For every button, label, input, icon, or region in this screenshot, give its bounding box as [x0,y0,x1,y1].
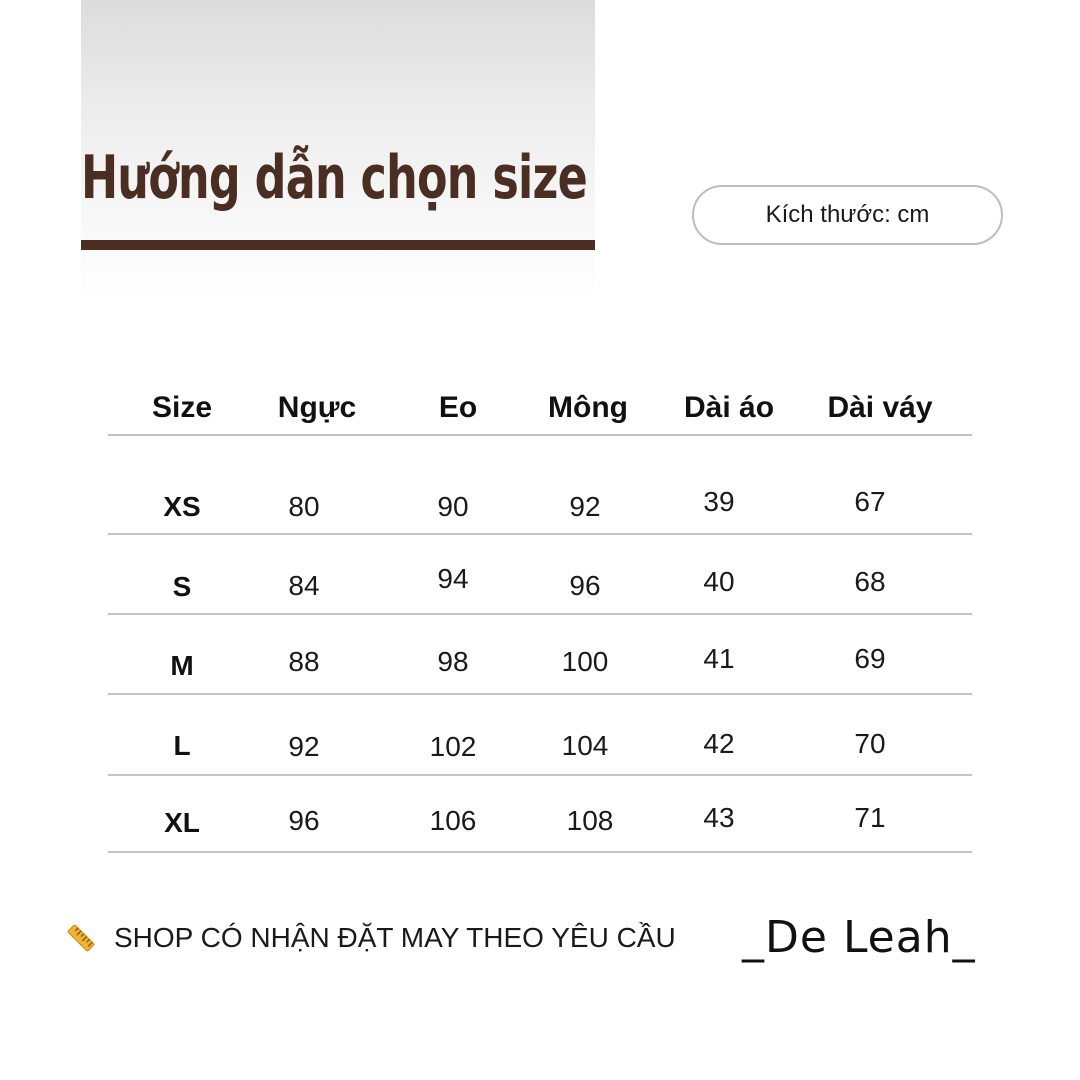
header-divider [108,434,972,436]
ruler-icon [66,923,96,953]
row-mong: 108 [566,805,614,836]
row-mong: 104 [561,730,609,761]
header-mong: Mông [548,391,628,424]
row-dai-vay: 69 [854,643,886,674]
brand-name: _De Leah_ [742,912,976,963]
row-dai-ao: 40 [703,566,735,597]
row-divider [108,613,972,615]
header-nguc: Ngực [277,391,357,424]
row-nguc: 80 [288,491,320,522]
row-eo: 98 [437,646,469,677]
header-dai-vay: Dài váy [827,391,933,424]
row-dai-ao: 41 [703,643,735,674]
page-title: Hướng dẫn chọn size [81,143,587,213]
row-nguc: 88 [288,646,320,677]
row-size: M [170,650,194,681]
custom-order-text: SHOP CÓ NHẬN ĐẶT MAY THEO YÊU CẦU [114,922,676,953]
row-dai-vay: 71 [854,802,886,833]
row-eo: 106 [429,805,477,836]
row-mong: 100 [561,646,609,677]
row-size: XS [163,491,201,522]
row-nguc: 84 [288,570,320,601]
row-eo: 90 [437,491,469,522]
custom-order-note [66,918,676,958]
row-dai-vay: 68 [854,566,886,597]
row-nguc: 96 [288,805,320,836]
header-dai-ao: Dài áo [683,391,775,424]
row-dai-ao: 42 [703,728,735,759]
row-dai-ao: 43 [703,802,735,833]
row-size: S [172,571,192,602]
table-bottom-divider [108,851,972,853]
row-eo: 94 [437,563,469,594]
row-size: XL [164,807,200,838]
row-eo: 102 [429,731,477,762]
unit-label: Kích thước: cm [765,201,930,228]
header-eo: Eo [438,391,478,424]
row-mong: 92 [569,491,601,522]
header-size: Size [151,391,213,424]
row-dai-vay: 67 [854,486,886,517]
row-divider [108,774,972,776]
unit-badge [692,185,1003,245]
row-divider [108,533,972,535]
row-size: L [173,730,191,761]
row-divider [108,693,972,695]
title-underline [81,240,595,250]
row-dai-ao: 39 [703,486,735,517]
row-nguc: 92 [288,731,320,762]
row-mong: 96 [569,570,601,601]
row-dai-vay: 70 [854,728,886,759]
